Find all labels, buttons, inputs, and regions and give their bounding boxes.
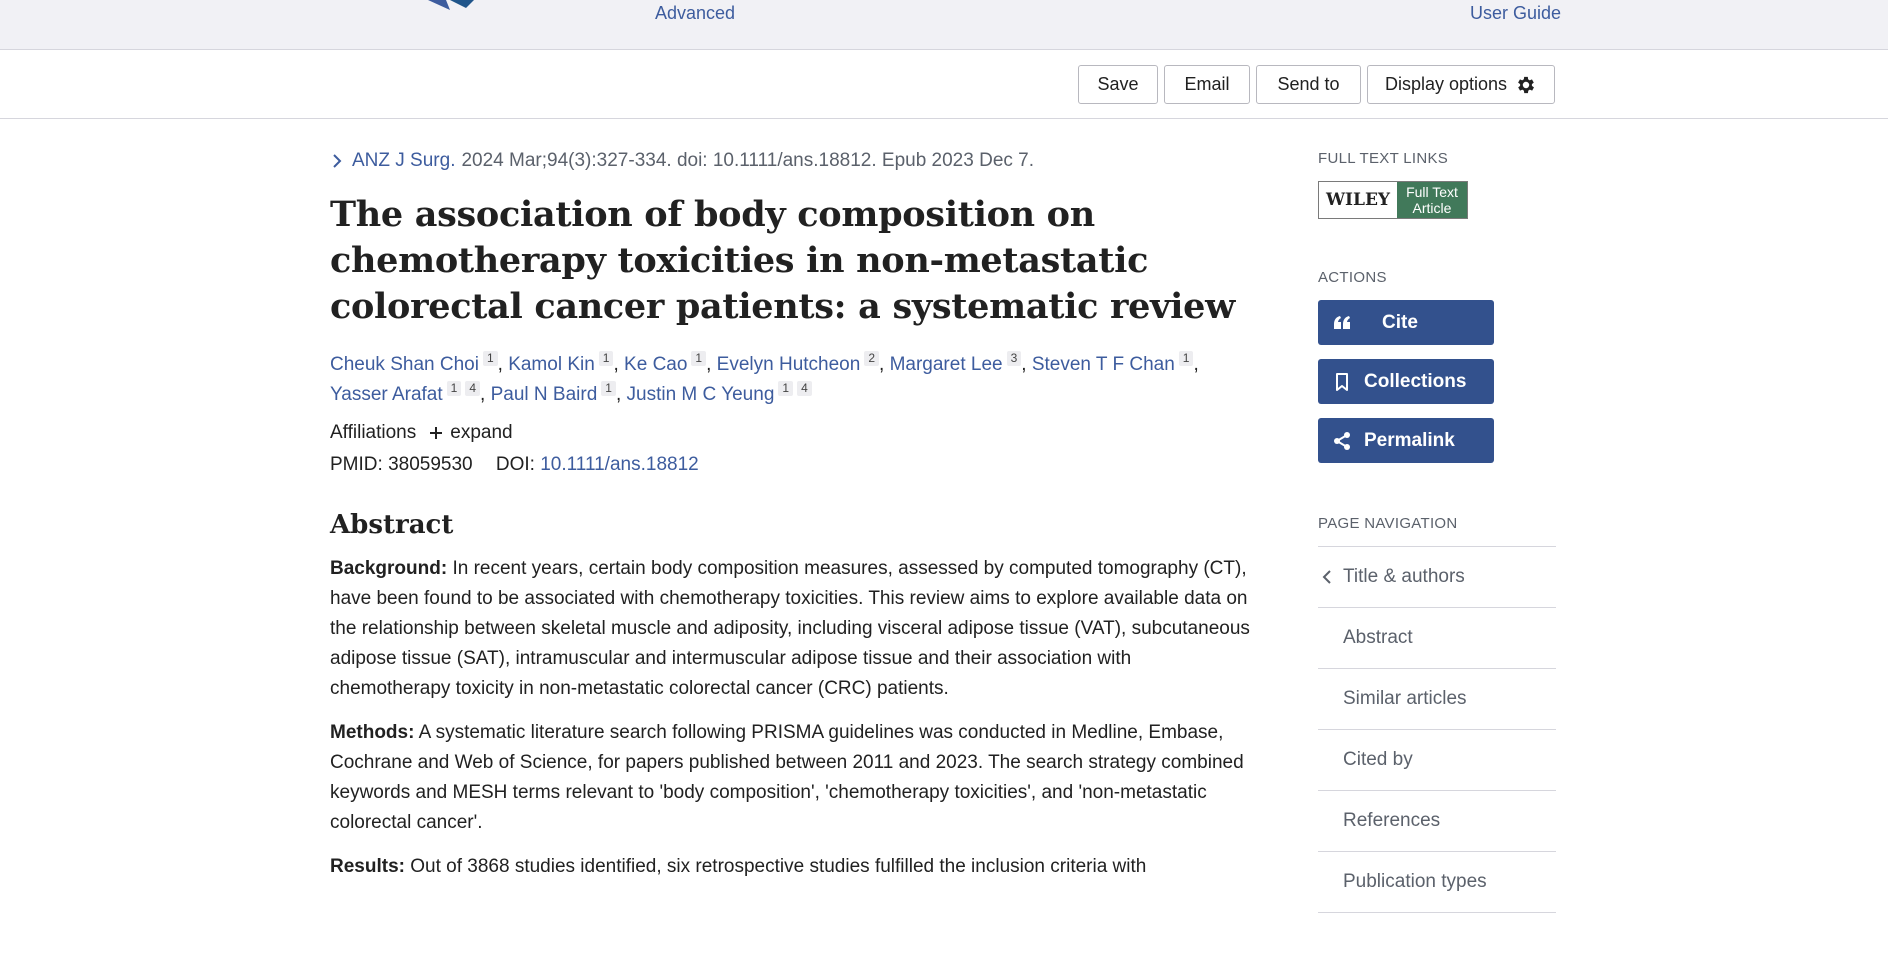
- article-title: The association of body composition on chemotherapy toxicities in non-metastatic colorectal cancer patients: a systematic review: [330, 194, 1235, 327]
- top-header: [0, 0, 1888, 50]
- author-link[interactable]: Justin M C Yeung: [626, 384, 775, 405]
- journal-link[interactable]: ANZ J Surg.: [352, 150, 456, 171]
- methods-text: A systematic literature search following PRISMA guidelines was conducted in Medline, Embase, Cochrane and Web of Science, for papers published between 2011 and 2023. The search strategy combined keywords and MESH terms relevant to 'body composition', 'chemotherapy toxicities', and 'non-metastatic colorectal cancer'.: [330, 722, 1244, 833]
- author-item: Yasser Arafat 1 4 ,: [330, 381, 491, 405]
- page-nav-publication-types[interactable]: [1318, 852, 1556, 913]
- bookmark-icon: [1332, 372, 1352, 392]
- affiliations-label: Affiliations: [330, 422, 417, 443]
- page-nav-label: Abstract: [1343, 627, 1413, 648]
- author-item: Kamol Kin 1 ,: [508, 351, 625, 375]
- user-guide-link[interactable]: User Guide: [1470, 3, 1562, 23]
- author-item: Cheuk Shan Choi 1 ,: [330, 351, 509, 375]
- wiley-logo: WILEY: [1319, 182, 1397, 218]
- doi-label: DOI:: [495, 454, 535, 475]
- page-navigation: [1318, 546, 1556, 913]
- abstract-results: [330, 852, 1250, 882]
- citation-line: [330, 150, 1240, 172]
- page-nav-label: Cited by: [1343, 749, 1413, 770]
- page-nav-label: Title & authors: [1343, 566, 1465, 587]
- author-item: [626, 381, 812, 405]
- affiliation-ref[interactable]: 3: [1007, 351, 1022, 366]
- results-text: Out of 3868 studies identified, six retrospective studies fulfilled the inclusion criteria with: [410, 856, 1147, 877]
- page-nav-title-authors[interactable]: [1318, 547, 1556, 608]
- page-nav-similar-articles[interactable]: [1318, 669, 1556, 730]
- collections-label: Collections: [1364, 370, 1467, 392]
- affiliation-ref[interactable]: 1: [1179, 351, 1194, 366]
- cite-button[interactable]: [1318, 300, 1494, 345]
- page-nav-label: References: [1343, 810, 1441, 831]
- wiley-full-text-link[interactable]: [1318, 181, 1468, 219]
- author-link[interactable]: Paul N Baird: [490, 384, 598, 405]
- page-navigation-heading: PAGE NAVIGATION: [1318, 515, 1458, 532]
- affiliation-ref[interactable]: 2: [864, 351, 879, 366]
- author-link[interactable]: Ke Cao: [624, 354, 688, 375]
- affiliation-ref[interactable]: 1: [599, 351, 614, 366]
- author-item: Margaret Lee 3 ,: [889, 351, 1032, 375]
- author-link[interactable]: Cheuk Shan Choi: [330, 354, 479, 375]
- share-icon: [1332, 431, 1352, 451]
- send-to-button[interactable]: Send to: [1256, 65, 1361, 104]
- expand-label: expand: [450, 422, 513, 443]
- page-nav-label: Similar articles: [1343, 688, 1467, 709]
- author-item: Paul N Baird 1 ,: [490, 381, 627, 405]
- permalink-label: Permalink: [1364, 429, 1455, 451]
- affiliation-ref[interactable]: 4: [797, 381, 812, 396]
- wiley-full-text-line1: Full Text: [1406, 184, 1458, 200]
- actions-heading: ACTIONS: [1318, 269, 1387, 286]
- wiley-full-text-badge: [1397, 182, 1467, 218]
- display-options-button[interactable]: [1367, 65, 1555, 104]
- page-nav-cited-by[interactable]: [1318, 730, 1556, 791]
- author-item: Ke Cao 1 ,: [624, 351, 717, 375]
- author-list: [330, 350, 1240, 410]
- affiliation-ref[interactable]: 1: [601, 381, 616, 396]
- abstract-methods: [330, 718, 1250, 838]
- collections-button[interactable]: [1318, 359, 1494, 404]
- save-button[interactable]: Save: [1078, 65, 1158, 104]
- citation-details: 2024 Mar;94(3):327-334. doi: 10.1111/ans.18812. Epub 2023 Dec 7.: [461, 150, 1035, 171]
- display-options-label: Display options: [1384, 74, 1508, 94]
- article-main: [330, 150, 1250, 882]
- methods-label: Methods:: [330, 722, 415, 743]
- affiliations-expand-button[interactable]: [428, 422, 512, 444]
- affiliation-ref[interactable]: 1: [778, 381, 793, 396]
- abstract-background: [330, 554, 1250, 704]
- results-label: Results:: [330, 856, 405, 877]
- identifiers-row: [330, 454, 1240, 476]
- author-link[interactable]: Steven T F Chan: [1031, 354, 1175, 375]
- action-toolbar: [0, 51, 1888, 119]
- author-item: Evelyn Hutcheon 2 ,: [716, 351, 890, 375]
- author-link[interactable]: Yasser Arafat: [330, 384, 443, 405]
- affiliation-ref[interactable]: 1: [483, 351, 498, 366]
- abstract-heading: Abstract: [330, 510, 454, 540]
- doi-link[interactable]: 10.1111/ans.18812: [540, 454, 699, 475]
- wiley-full-text-line2: Article: [1412, 200, 1452, 216]
- right-sidebar: [1318, 150, 1556, 913]
- page-nav-label: Publication types: [1343, 871, 1487, 892]
- chevron-left-icon: [1321, 569, 1333, 585]
- full-text-links-heading: FULL TEXT LINKS: [1318, 150, 1449, 167]
- affiliation-ref[interactable]: 4: [465, 381, 480, 396]
- background-text: In recent years, certain body composition measures, assessed by computed tomography (CT), have been found to be associated with chemotherapy toxicities. This review aims to explore available data on the relationship between skeletal muscle and adiposity, including visceral adipose tissue (VAT), subcutaneous adipose tissue (SAT), intramuscular and intermuscular adipose tissue and their association with chemotherapy toxicity in non-metastatic colorectal cancer (CRC) patients.: [330, 558, 1250, 699]
- pmid-label: PMID:: [330, 454, 383, 475]
- cite-label: Cite: [1382, 311, 1418, 333]
- background-label: Background:: [330, 558, 448, 579]
- quote-icon: [1332, 313, 1352, 333]
- affiliations-row: [330, 422, 1240, 444]
- plus-icon: [428, 425, 444, 441]
- chevron-right-icon[interactable]: [330, 153, 344, 169]
- author-link[interactable]: Evelyn Hutcheon: [716, 354, 861, 375]
- advanced-search-link[interactable]: Advanced: [655, 3, 736, 23]
- page-nav-abstract[interactable]: [1318, 608, 1556, 669]
- page-nav-references[interactable]: [1318, 791, 1556, 852]
- pmid-value: 38059530: [388, 454, 473, 475]
- affiliation-ref[interactable]: 1: [447, 381, 462, 396]
- author-item: Steven T F Chan 1 ,: [1031, 351, 1199, 375]
- permalink-button[interactable]: [1318, 418, 1494, 463]
- gear-icon: [1515, 74, 1537, 96]
- author-link[interactable]: Margaret Lee: [889, 354, 1003, 375]
- author-link[interactable]: Kamol Kin: [508, 354, 595, 375]
- email-button[interactable]: Email: [1164, 65, 1250, 104]
- affiliation-ref[interactable]: 1: [691, 351, 706, 366]
- logo-fragment: [428, 0, 474, 10]
